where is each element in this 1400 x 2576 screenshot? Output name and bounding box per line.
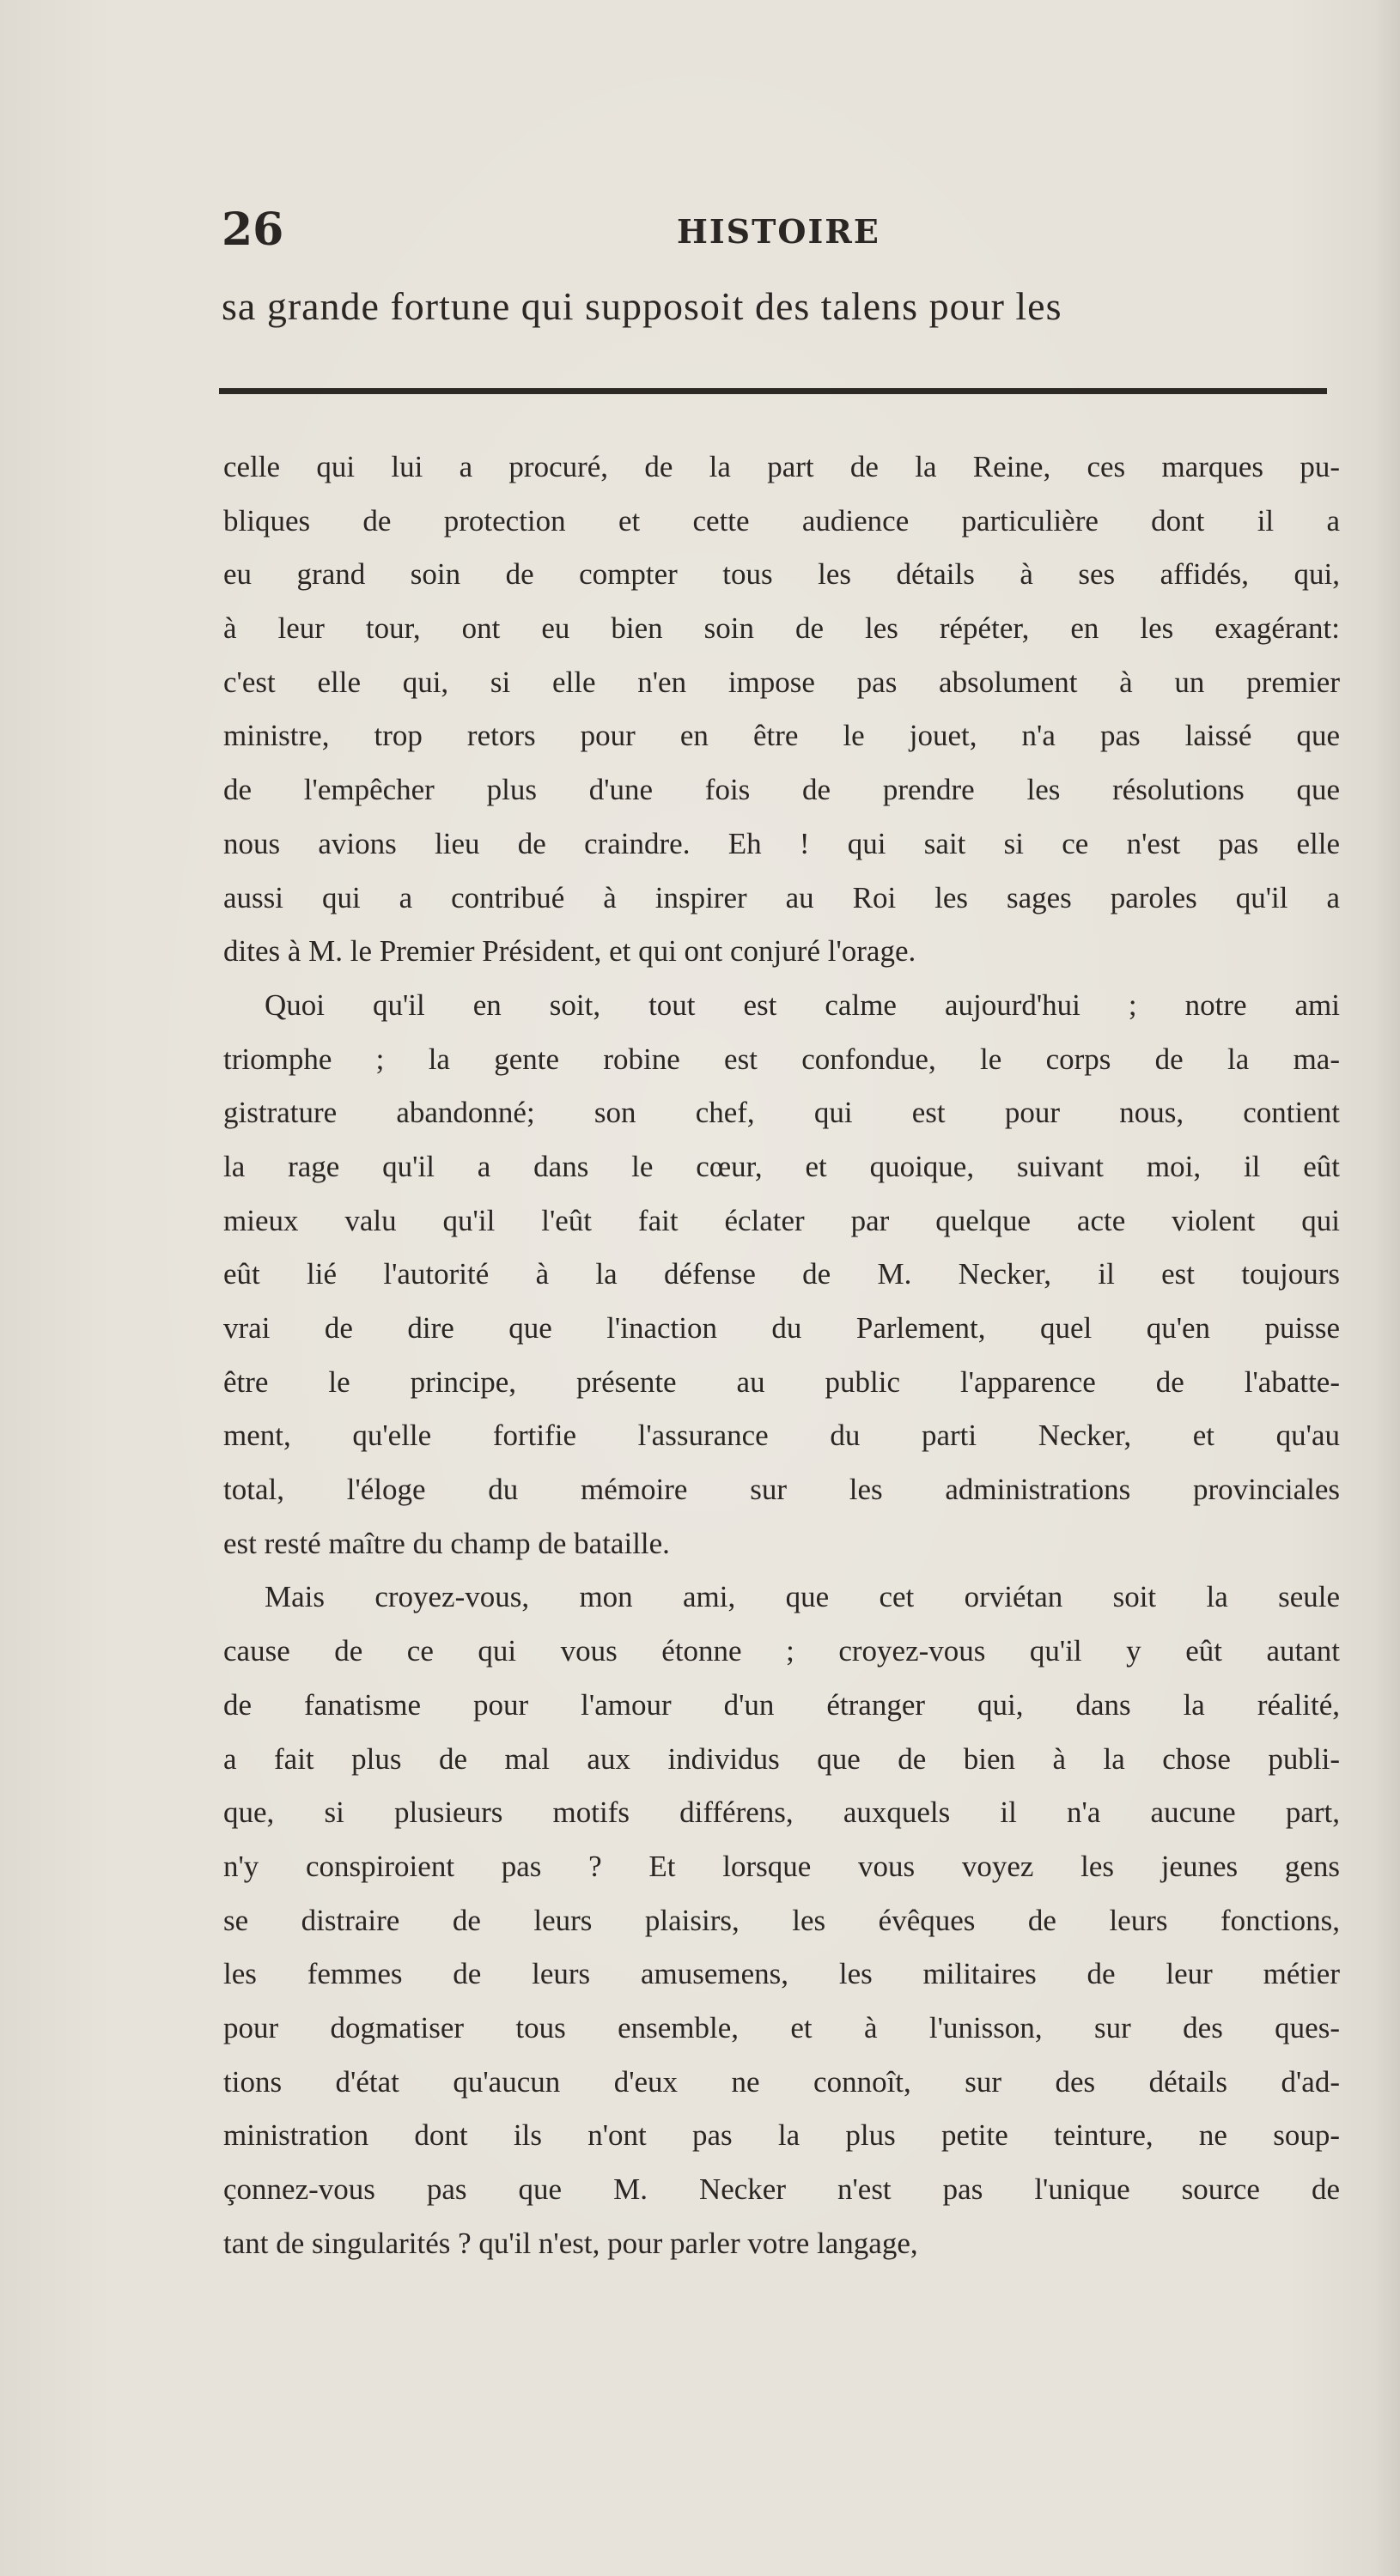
paragraph-3-line: se distraire de leurs plaisirs, les évêques de leurs fonctions,	[223, 1903, 1340, 1937]
paragraph-1-line: ministre, trop retors pour en être le jouet, n'a pas laissé que	[223, 719, 1340, 753]
paragraph-2-line: gistrature abandonné; son chef, qui est pour nous, contient	[223, 1096, 1340, 1130]
paragraph-3-line: çonnez-vous pas que M. Necker n'est pas l'unique source de	[223, 2172, 1340, 2206]
paragraph-1-line: c'est elle qui, si elle n'en impose pas absolument à un premier	[223, 665, 1340, 699]
paragraph-3-line: de fanatisme pour l'amour d'un étranger qui, dans la réalité,	[223, 1687, 1340, 1722]
paragraph-3-line: les femmes de leurs amusemens, les militaires de leur métier	[223, 1957, 1340, 1991]
paragraph-1-line: nous avions lieu de craindre. Eh ! qui sait si ce n'est pas elle	[223, 826, 1340, 860]
paragraph-3-line: pour dogmatiser tous ensemble, et à l'unisson, sur des ques-	[223, 2010, 1340, 2044]
paragraph-2-line: Quoi qu'il en soit, tout est calme aujourd'hui ; notre ami	[265, 987, 1340, 1022]
paragraph-1-line: à leur tour, ont eu bien soin de les répéter, en les exagérant:	[223, 611, 1340, 646]
page-header	[222, 204, 1338, 256]
running-head: HISTOIRE	[677, 212, 880, 251]
page-number: 26	[222, 204, 284, 256]
body-text	[223, 440, 1340, 2270]
paragraph-3-line: que, si plusieurs motifs différens, auxquels il n'a aucune part,	[223, 1795, 1340, 1830]
paragraph-1-line: dites à M. le Premier Président, et qui ont conjuré l'orage.	[223, 934, 916, 969]
page-edge-shadow	[1374, 0, 1400, 2576]
stray-text-line: sa grande fortune qui supposoit des talens pour les	[222, 284, 1062, 328]
paragraph-2-line: vrai de dire que l'inaction du Parlement, quel qu'en puisse	[223, 1311, 1340, 1345]
paragraph-2-line: la rage qu'il a dans le cœur, et quoique, suivant moi, il eût	[223, 1149, 1340, 1183]
paragraph-3-line: cause de ce qui vous étonne ; croyez-vous qu'il y eût autant	[223, 1634, 1340, 1668]
paragraph-3-line: Mais croyez-vous, mon ami, que cet orviétan soit la seule	[265, 1580, 1340, 1614]
paragraph-2-line: mieux valu qu'il l'eût fait éclater par quelque acte violent qui	[223, 1203, 1340, 1237]
paragraph-3-line: tions d'état qu'aucun d'eux ne connoît, sur des détails d'ad-	[223, 2064, 1340, 2099]
paragraph-2-line: être le principe, présente au public l'apparence de l'abatte-	[223, 1364, 1340, 1399]
paragraph-1-line: de l'empêcher plus d'une fois de prendre les résolutions que	[223, 773, 1340, 807]
paragraph-2-line: total, l'éloge du mémoire sur les administrations provinciales	[223, 1473, 1340, 1507]
paragraph-2-line: ment, qu'elle fortifie l'assurance du parti Necker, et qu'au	[223, 1419, 1340, 1453]
paragraph-3-line: ministration dont ils n'ont pas la plus petite teinture, ne soup-	[223, 2118, 1340, 2153]
paragraph-3-line: tant de singularités ? qu'il n'est, pour parler votre langage,	[223, 2226, 918, 2260]
paragraph-2-line: eût lié l'autorité à la défense de M. Necker, il est toujours	[223, 1257, 1340, 1291]
paragraph-3-line: n'y conspiroient pas ? Et lorsque vous voyez les jeunes gens	[223, 1849, 1340, 1883]
paragraph-1-line: eu grand soin de compter tous les détails à ses affidés, qui,	[223, 557, 1340, 592]
horizontal-rule	[219, 388, 1327, 394]
paragraph-1-line: aussi qui a contribué à inspirer au Roi les sages paroles qu'il a	[223, 880, 1340, 914]
paragraph-1-line: bliques de protection et cette audience particulière dont il a	[223, 503, 1340, 538]
paragraph-2-line: triomphe ; la gente robine est confondue, le corps de la ma-	[223, 1042, 1340, 1076]
paragraph-2-line: est resté maître du champ de bataille.	[223, 1526, 670, 1560]
paragraph-1-line: celle qui lui a procuré, de la part de la Reine, ces marques pu-	[223, 450, 1340, 483]
paragraph-3-line: a fait plus de mal aux individus que de bien à la chose publi-	[223, 1741, 1340, 1776]
